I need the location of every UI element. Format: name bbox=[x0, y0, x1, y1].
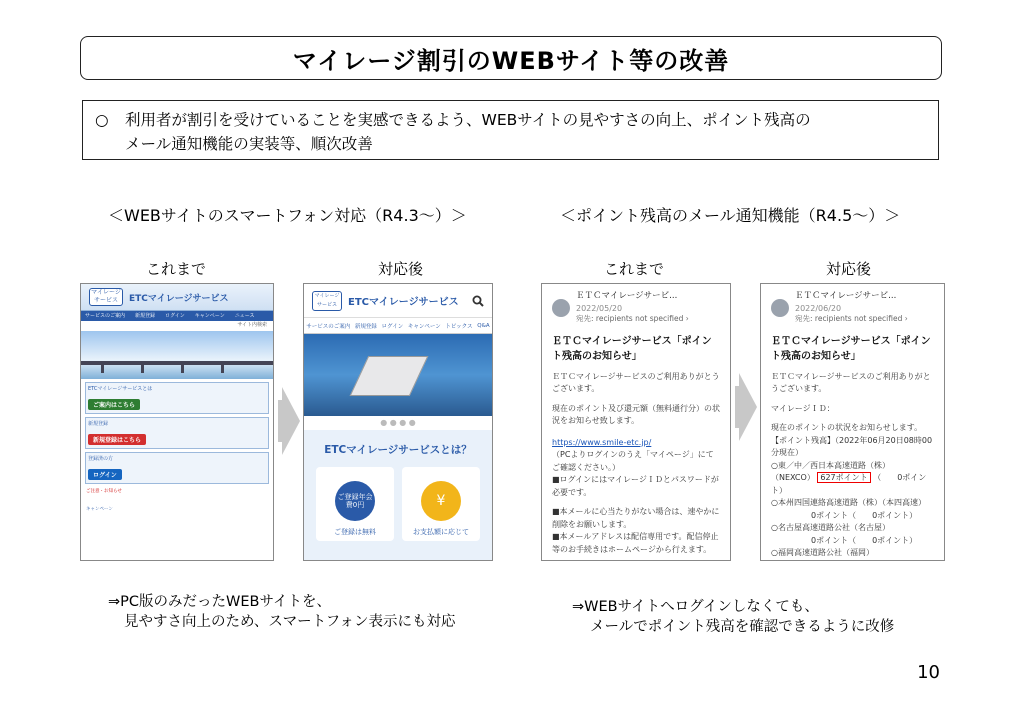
mail-sender: ＥＴＣマイレージサービ... bbox=[576, 291, 678, 301]
pc-panel-head: ETCマイレージサービスとは bbox=[88, 386, 153, 392]
left-note-line-1: ⇒PC版のみだったWEBサイトを、 bbox=[108, 594, 331, 610]
avatar bbox=[552, 299, 570, 317]
left-after-label: 対応後 bbox=[378, 260, 424, 278]
sp-card-free bbox=[316, 467, 394, 541]
mail-url-link: https://www.smile-etc.jp/ bbox=[552, 437, 652, 447]
pc-panel-login bbox=[85, 452, 269, 484]
left-before-label: これまで bbox=[146, 260, 207, 278]
page-number: 10 bbox=[917, 662, 940, 683]
sp-header bbox=[304, 284, 492, 318]
coin-icon: ¥ bbox=[421, 481, 461, 521]
pc-guide-button: ご案内はこちら bbox=[88, 399, 140, 410]
mail-recipient: 宛先: recipients not specified › bbox=[576, 314, 689, 323]
summary-line-1: 利用者が割引を受けていることを実感できるよう、WEBサイトの見やすさの向上、ポイント残高の bbox=[125, 111, 811, 129]
pc-register-button: 新規登録はこちら bbox=[88, 434, 146, 445]
sp-logo: マイレージサービス bbox=[312, 291, 342, 311]
pc-notice: ご注意・お知らせ bbox=[86, 489, 122, 494]
mail-text: 【ポイント残高】（2022年06月20日08時00分現在） bbox=[771, 435, 933, 457]
mail-text: ○名古屋高速道路公社（名古屋） bbox=[771, 523, 890, 532]
arrow-right-icon bbox=[739, 373, 757, 441]
mail-subject: ＥＴＣマイレージサービス「ポイント残高のお知らせ」 bbox=[771, 335, 931, 362]
arrow-right-icon bbox=[282, 387, 300, 455]
left-note-line-2: 見やすさ向上のため、スマートフォン表示にも対応 bbox=[124, 614, 456, 630]
pc-nav-item: ニュース bbox=[234, 313, 255, 319]
mail-date: 2022/05/20 bbox=[576, 303, 623, 313]
pc-panel-register bbox=[85, 417, 269, 449]
sp-nav bbox=[304, 318, 492, 334]
sp-site-screenshot bbox=[303, 283, 493, 561]
sp-card-caption: ご登録は無料 bbox=[334, 528, 376, 536]
pc-panel-head: 新規登録 bbox=[88, 421, 109, 427]
yen-zero-icon: ご登録年会費0円 bbox=[335, 481, 375, 521]
mail-recipient: 宛先: recipients not specified › bbox=[795, 314, 908, 323]
sp-hero-image bbox=[304, 334, 492, 416]
mail-text: ○東／中／西日本高速道路（株） bbox=[771, 460, 890, 470]
sp-brand: ETCマイレージサービス bbox=[348, 297, 459, 308]
sp-nav-item: 新規登録 bbox=[354, 323, 377, 330]
point-balance-highlight: 627ポイント bbox=[817, 472, 870, 483]
mail-subject: ＥＴＣマイレージサービス「ポイント残高のお知らせ」 bbox=[552, 335, 712, 362]
mail-date: 2022/06/20 bbox=[795, 303, 842, 313]
pc-login-button: ログイン bbox=[88, 469, 122, 480]
sp-nav-item: ログイン bbox=[381, 323, 404, 330]
pc-hero-image bbox=[81, 331, 273, 379]
sp-about-title: ETCマイレージサービスとは？ bbox=[324, 444, 472, 456]
right-before-label: これまで bbox=[604, 260, 665, 278]
bullet-mark: ○ bbox=[95, 111, 109, 129]
mail-text: ■本メールに心当たりがない場合は、速やかに削除をお願いします。 bbox=[552, 507, 720, 529]
carousel-dots: ● ● ● ● bbox=[380, 418, 416, 427]
mail-text: ■本メールアドレスは配信専用です。配信停止等のお手続きはホームページから行えます。 bbox=[552, 532, 719, 554]
right-note-line-2: メールでポイント残高を確認できるように改修 bbox=[590, 619, 895, 635]
sp-nav-item: キャンペーン bbox=[407, 323, 441, 330]
mail-text: マイレージＩＤ： bbox=[771, 403, 835, 413]
sp-card-payment bbox=[402, 467, 480, 541]
mail-before-screenshot bbox=[541, 283, 731, 561]
sp-nav-item: サービスのご案内 bbox=[306, 323, 351, 330]
mail-points-row bbox=[771, 472, 934, 497]
pc-nav bbox=[81, 311, 273, 321]
mail-text: 0ポイント（ 0ポイント） bbox=[811, 510, 918, 520]
pc-panel-head: 登録済の方 bbox=[88, 456, 114, 462]
summary-line-2: メール通知機能の実装等、順次改善 bbox=[125, 135, 373, 153]
mail-after-screenshot bbox=[760, 283, 945, 561]
pc-logo: マイレージサービス bbox=[89, 288, 123, 306]
sp-nav-item: トピックス bbox=[445, 323, 473, 330]
sp-card-caption: お支払額に応じて bbox=[413, 528, 469, 536]
mail-text: 現在のポイント及び還元額（無料通行分）の状況をお知らせ致します。 bbox=[552, 403, 720, 425]
pc-search: サイト内検索 bbox=[237, 322, 267, 328]
pc-nav-item: キャンペーン bbox=[194, 313, 225, 319]
mail-text: 現在のポイントの状況をお知らせします。 bbox=[771, 423, 923, 432]
pc-site-screenshot bbox=[80, 283, 274, 561]
right-note-line-1: ⇒WEBサイトへログインしなくても、 bbox=[572, 599, 819, 615]
mail-text: ○本州四国連絡高速道路（株）（本四高速） bbox=[771, 498, 926, 507]
mail-text: （NEXCO） bbox=[771, 473, 815, 482]
mail-text: ■ログインにはマイレージＩＤとパスワードが必要です。 bbox=[552, 475, 719, 497]
mail-text: （PCよりログインのうえ「マイページ」にてご確認ください。） bbox=[552, 450, 714, 472]
pc-header bbox=[81, 284, 273, 311]
sp-about-section bbox=[304, 430, 492, 561]
pc-nav-item: 新規登録 bbox=[135, 313, 156, 319]
summary-box bbox=[82, 100, 939, 160]
mail-sender: ＥＴＣマイレージサービ... bbox=[795, 291, 897, 301]
left-section-title: ＜WEBサイトのスマートフォン対応（R4.3～）＞ bbox=[108, 206, 467, 225]
pc-nav-item: サービスのご案内 bbox=[85, 313, 126, 319]
page-title: マイレージ割引のWEBサイト等の改善 bbox=[80, 36, 942, 80]
search-icon bbox=[472, 295, 484, 307]
mail-text: 0ポイント（ 0ポイント） bbox=[811, 535, 918, 545]
pc-panel-about bbox=[85, 382, 269, 414]
mail-text: （ 0ポイント） bbox=[771, 473, 927, 495]
mail-text: ＥＴＣマイレージサービスのご利用ありがとうございます。 bbox=[771, 371, 931, 393]
pc-nav-item: ログイン bbox=[165, 313, 185, 319]
mail-text: ○福岡高速道路公社（福岡） bbox=[771, 548, 874, 557]
avatar bbox=[771, 299, 789, 317]
right-section-title: ＜ポイント残高のメール通知機能（R4.5～）＞ bbox=[560, 206, 901, 225]
sp-nav-item: Q&A bbox=[477, 322, 490, 329]
right-after-label: 対応後 bbox=[826, 260, 872, 278]
pc-brand: ETCマイレージサービス bbox=[129, 293, 229, 304]
mail-text: ＥＴＣマイレージサービスのご利用ありがとうございます。 bbox=[552, 371, 720, 393]
pc-campaign: キャンペーン bbox=[86, 507, 113, 512]
